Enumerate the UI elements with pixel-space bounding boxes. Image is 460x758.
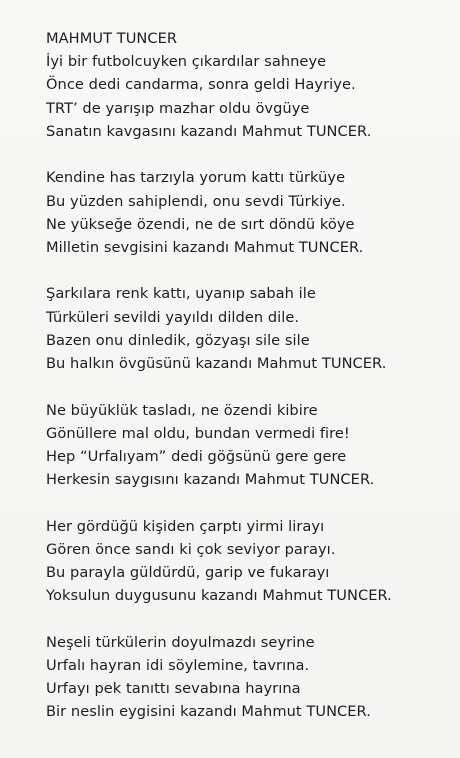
stanza-2 <box>46 166 446 259</box>
poem-line: Bazen onu dinledik, gözyaşı sile sile <box>46 331 310 349</box>
stanza-4 <box>46 399 446 492</box>
poem-title: MAHMUT TUNCER <box>46 30 178 47</box>
poem-line: Gören önce sandı ki çok seviyor parayı. <box>46 540 336 558</box>
poem-line: Yoksulun duygusunu kazandı Mahmut TUNCER. <box>46 587 392 605</box>
poem-line: İyi bir futbolcuyken çıkardılar sahneye <box>46 53 327 71</box>
poem-line: Kendine has tarzıyla yorum kattı türküye <box>46 169 346 187</box>
poem-line: Bu yüzden sahiplendi, onu sevdi Türkiye. <box>46 192 346 210</box>
poem-line: Her gördüğü kişiden çarptı yirmi lirayı <box>46 517 325 535</box>
poem-line: Ne yükseğe özendi, ne de sırt döndü köye <box>46 215 355 233</box>
stanza-6 <box>46 631 446 724</box>
poem-line: Ne büyüklük tasladı, ne özendi kibire <box>46 401 318 419</box>
poem-line: Urfalı hayran idi söylemine, tavrına. <box>46 657 310 675</box>
poem-line: Önce dedi candarma, sonra geldi Hayriye. <box>46 76 356 94</box>
poem-line: Bu parayla güldürdü, garip ve fukarayı <box>46 564 330 582</box>
stanza-3 <box>46 282 446 375</box>
poem-line: Milletin sevgisini kazandı Mahmut TUNCER. <box>46 238 364 256</box>
poem-line: Sanatın kavgasını kazandı Mahmut TUNCER. <box>46 122 372 140</box>
poem-line: Bu halkın övgüsünü kazandı Mahmut TUNCER. <box>46 355 387 373</box>
poem-line: Gönüllere mal oldu, bundan vermedi fire! <box>46 424 350 442</box>
poem-line: Hep “Urfalıyam” dedi göğsünü gere gere <box>46 447 347 465</box>
poem-line: Bir neslin eygisini kazandı Mahmut TUNCER. <box>46 703 371 721</box>
poem-line: TRT’ de yarışıp mazhar oldu övgüye <box>46 99 310 117</box>
poem-line: Neşeli türkülerin doyulmazdı seyrine <box>46 633 315 651</box>
poem-line: Urfayı pek tanıttı sevabına hayrına <box>46 680 301 698</box>
stanza-5 <box>46 515 446 608</box>
poem-text <box>46 27 446 747</box>
poem-line: Şarkılara renk kattı, uyanıp sabah ile <box>46 285 316 303</box>
poem-line: Herkesin saygısını kazandı Mahmut TUNCER. <box>46 471 375 489</box>
stanza-1 <box>46 50 446 143</box>
poem-line: Türküleri sevildi yayıldı dilden dile. <box>46 308 300 326</box>
